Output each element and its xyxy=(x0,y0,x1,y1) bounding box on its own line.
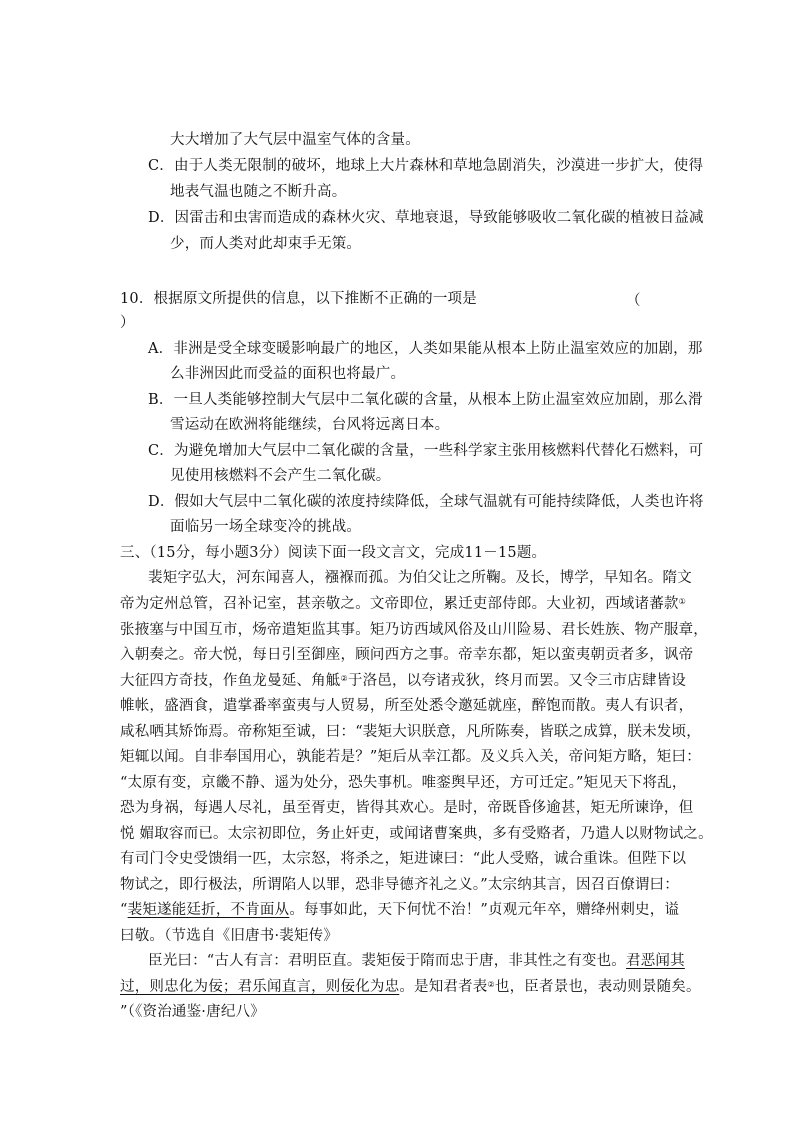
q10-option-b: B．一旦人类能够控制大气层中二氧化碳的含量，从根本上防止温室效应加剧，那么滑 xyxy=(148,392,703,408)
q10-option-a-continuation: 么非洲因此而受益的面积也将最广。 xyxy=(170,366,406,382)
q10-stem: 10．根据原文所提供的信息，以下推断不正确的一项是 xyxy=(120,291,477,307)
q10-option-c: C．为避免增加大气层中二氧化碳的含量，一些科学家主张用核燃料代替化石燃料，可 xyxy=(148,443,704,459)
passage-line: 曰敬。（节选自《旧唐书·裴矩传》 xyxy=(120,928,339,944)
commentary-line: 臣光曰：“古人有言：君明臣直。裴矩佞于隋而忠于唐，非其性之有变也。君恶闻其 xyxy=(148,953,685,969)
q10-paren-open: （ xyxy=(626,293,641,309)
underlined-sentence: 过，则忠化为佞；君乐闻直言，则佞化为忠 xyxy=(120,979,400,995)
q10-option-d: D．假如大气层中二氧化碳的浓度持续降低，全球气温就有可能持续降低，人类也许将 xyxy=(148,494,704,510)
passage-line: 张掖塞与中国互市，炀帝遣矩监其事。矩乃访西域风俗及山川险易、君长姓族、物产服章， xyxy=(120,622,708,638)
q10-option-c-continuation: 见使用核燃料不会产生二氧化碳。 xyxy=(170,468,391,484)
underlined-sentence: 裴矩遂能廷折，不肯面从 xyxy=(127,902,290,918)
q9-option-b-continuation: 大大增加了大气层中温室气体的含量。 xyxy=(170,132,420,148)
q9-option-d: D．因雷击和虫害而造成的森林火灾、草地衰退，导致能够吸收二氧化碳的植被日益减 xyxy=(148,210,704,226)
passage-line: 帝为定州总管，召补记室，甚亲敬之。文帝即位，累迁吏部侍郎。大业初，西域诸蕃款① xyxy=(120,596,686,612)
passage-line: 咸私哂其矫饰焉。帝称矩至诚，曰：“裴矩大识朕意，凡所陈奏，皆联之成算，朕未发顷， xyxy=(120,724,701,740)
section3-header: 三、（15分，每小题3分）阅读下面一段文言文，完成11－15题。 xyxy=(120,545,547,561)
commentary-line: 过，则忠化为佞；君乐闻直言，则佞化为忠。是知君者表②也，臣者景也，表动则景随矣。 xyxy=(120,979,701,995)
underlined-sentence: 君恶闻其 xyxy=(626,953,685,969)
q9-option-c-continuation: 地表气温也随之不断升高。 xyxy=(170,184,347,200)
passage-line: 大征四方奇技，作鱼龙曼延、角觝②于洛邑，以夸诸戎狄，终月而罢。又令三市店肆皆设 xyxy=(120,673,686,689)
footnote-marker-3: ② xyxy=(487,980,495,989)
passage-line: 帷帐，盛酒食，遣掌番率蛮夷与人贸易，所至处悉令邀延就座，醉饱而散。夷人有识者， xyxy=(120,698,694,714)
footnote-marker-2: ② xyxy=(340,674,348,683)
footnote-marker-1: ① xyxy=(678,597,686,606)
passage-line: “裴矩遂能廷折，不肯面从。每事如此，天下何忧不治！”贞观元年卒，赠绛州刺史，谥 xyxy=(120,902,680,918)
passage-line: 恐为身祸，每遇人尽礼，虽至胥吏，皆得其欢心。是时，帝既昏侈逾甚，矩无所谏诤，但 xyxy=(120,800,694,816)
q10-paren-close: ） xyxy=(120,315,135,331)
passage-line: 物试之，即行极法，所谓陷人以罪，恐非导德齐礼之义。”太宗纳其言，因召百僚谓曰： xyxy=(120,877,679,893)
passage-line: 悦 媚取容而已。太宗初即位，务止奸吏，或闻诸曹案典，多有受赂者，乃遣人以财物试之。 xyxy=(120,826,713,842)
q9-option-d-continuation: 少，而人类对此却束手无策。 xyxy=(170,236,362,252)
passage-line: 裴矩字弘大，河东闻喜人，襁褓而孤。为伯父让之所鞠。及长，博学，早知名。隋文 xyxy=(148,570,692,586)
passage-line: 矩辄以闻。自非奉国用心，孰能若是？”矩后从幸江都。及义兵入关，帝问矩方略，矩曰： xyxy=(120,749,701,765)
passage-line: 有司门令史受馈绢一匹，太宗怒，将杀之，矩进谏曰：“此人受赂，诚合重诛。但陛下以 xyxy=(120,851,687,867)
q10-option-d-continuation: 面临另一场全球变冷的挑战。 xyxy=(170,519,362,535)
q9-option-c: C．由于人类无限制的破坏，地球上大片森林和草地急剧消失，沙漠进一步扩大，使得 xyxy=(148,158,704,174)
passage-line: “太原有变，京畿不静、遥为处分，恐失事机。唯銮舆早还，方可迁定。”矩见天下将乱， xyxy=(120,775,687,791)
q10-option-b-continuation: 雪运动在欧洲将能继续，台风将远离日本。 xyxy=(170,417,450,433)
q10-option-a: A．非洲是受全球变暖影响最广的地区，人类如果能从根本上防止温室效应的加剧，那 xyxy=(148,341,703,357)
commentary-source: ”（《资治通鉴·唐纪八》 xyxy=(120,1004,265,1020)
passage-line: 入朝奏之。帝大悦，每日引至御座，顾问西方之事。帝幸东都，矩以蛮夷朝贡者多，讽帝 xyxy=(120,647,694,663)
